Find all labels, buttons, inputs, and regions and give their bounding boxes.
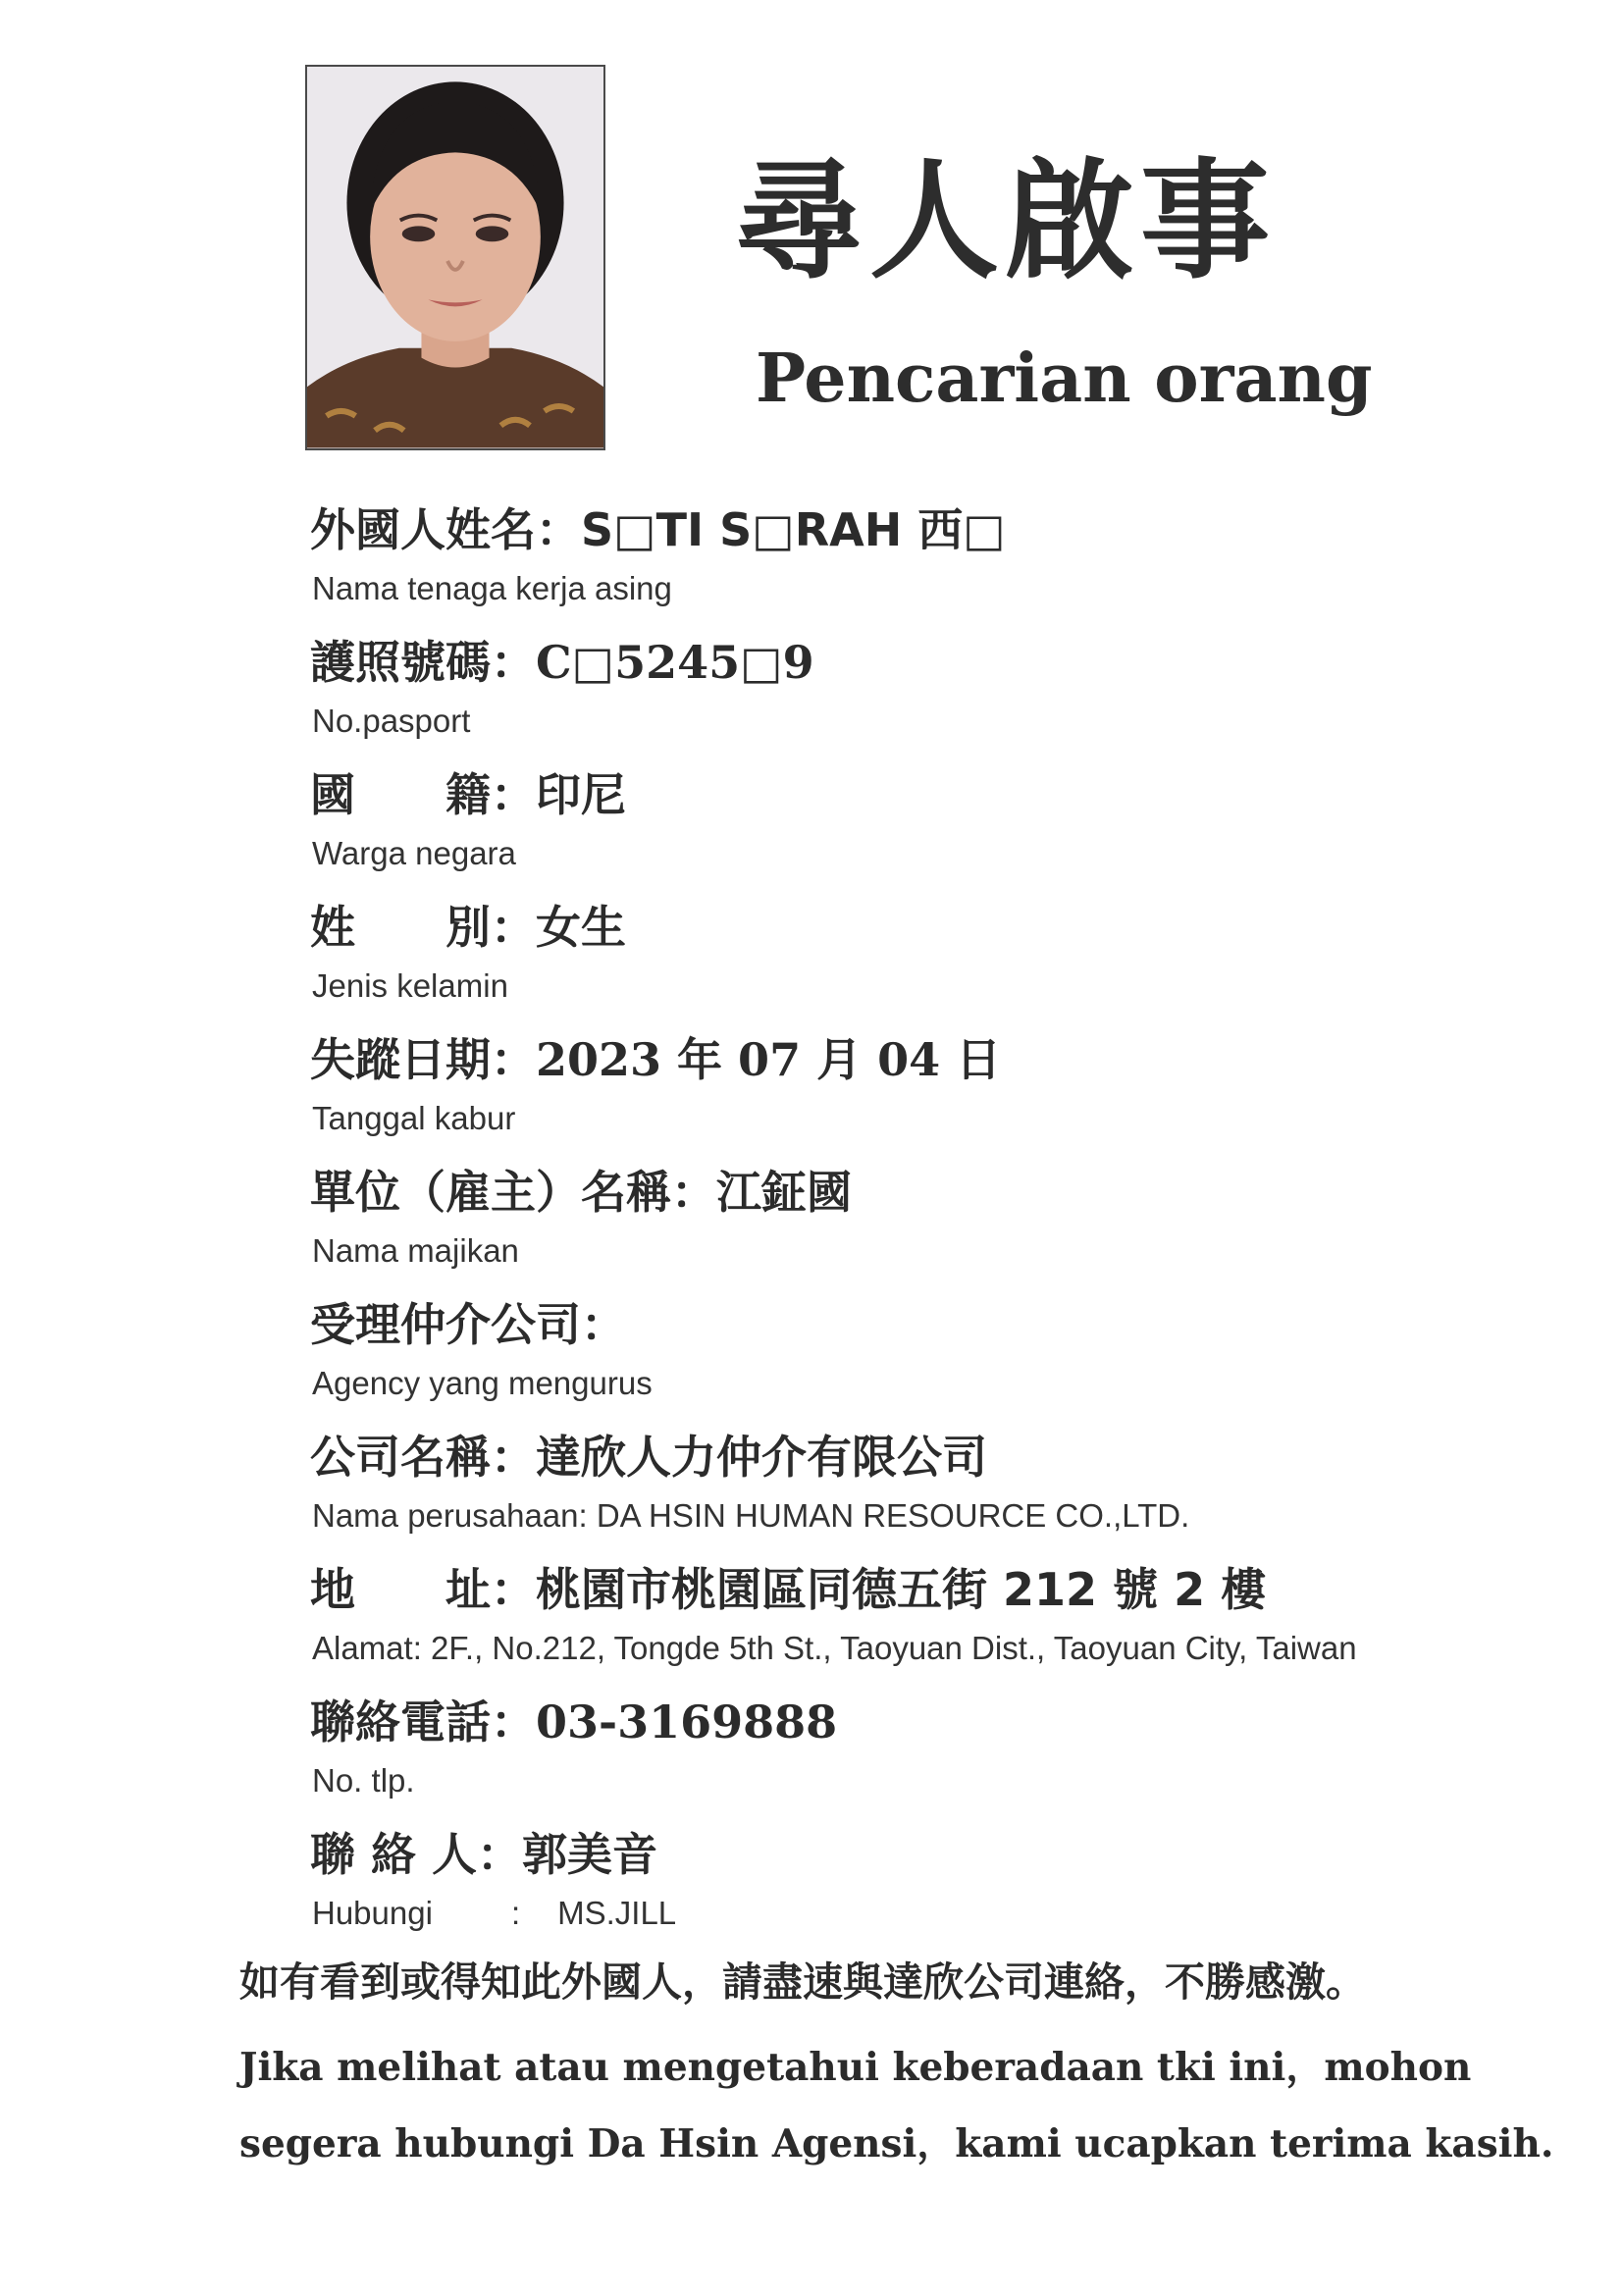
portrait-photo	[305, 65, 605, 450]
field-agency-sublabel: Agency yang mengurus	[312, 1365, 653, 1401]
field-contact-sub-colon: :	[510, 1895, 521, 1931]
field-company-value: 達欣人力仲介有限公司	[536, 1431, 987, 1484]
field-name	[310, 496, 1586, 628]
field-contact-sub-value: MS.JILL	[557, 1895, 677, 1931]
field-gender-value: 女生	[536, 901, 626, 954]
field-employer-value: 江鉦國	[716, 1166, 852, 1219]
field-phone-sublabel: No. tlp.	[312, 1762, 415, 1799]
field-address-label: 地 址：	[310, 1563, 536, 1616]
field-contact-sublabel	[310, 1889, 1586, 1938]
field-nationality	[310, 760, 1586, 893]
field-passport-sublabel: No.pasport	[312, 703, 471, 739]
closing-message-chinese: 如有看到或得知此外國人，請盡速與達欣公司連絡，不勝感激。	[239, 1958, 1366, 2006]
field-contact-label: 聯 絡 人：	[310, 1828, 523, 1881]
field-name-sublabel: Nama tenaga kerja asing	[312, 570, 672, 606]
field-employer	[310, 1158, 1586, 1290]
page-title-chinese: 尋人啟事	[734, 146, 1276, 297]
field-nationality-label: 國 籍：	[310, 768, 536, 821]
field-agency	[310, 1290, 1586, 1423]
field-nationality-sublabel: Warga negara	[312, 835, 516, 871]
field-address	[310, 1555, 1586, 1688]
field-phone	[310, 1688, 1586, 1820]
info-fields	[310, 496, 1586, 1953]
field-company-sublabel: Nama perusahaan: DA HSIN HUMAN RESOURCE CO.,LTD.	[312, 1497, 1190, 1534]
field-gender-sublabel: Jenis kelamin	[312, 967, 508, 1004]
field-agency-label: 受理仲介公司：	[310, 1298, 626, 1351]
field-missing-date-value: 2023 年 07 月 04 日	[536, 1033, 1002, 1086]
field-name-label: 外國人姓名：	[310, 503, 581, 556]
field-gender-label: 姓 別：	[310, 901, 536, 954]
field-address-value: 桃園市桃園區同德五街 212 號 2 樓	[536, 1563, 1267, 1616]
field-gender	[310, 893, 1586, 1025]
field-contact	[310, 1820, 1586, 1953]
closing-message-indonesian: Jika melihat atau mengetahui keberadaan tki ini，mohon segera hubungi Da Hsin Agensi，kami ucapkan terima kasih.	[239, 2045, 1554, 2166]
field-phone-label: 聯絡電話：	[310, 1696, 536, 1748]
field-passport-value: C□5245□9	[536, 636, 814, 689]
field-employer-sublabel: Nama majikan	[312, 1232, 519, 1269]
closing-message	[239, 1953, 1594, 2182]
page-title-indonesian: Pencarian orang	[756, 339, 1373, 418]
field-name-value: S□TI S□RAH 西□	[581, 503, 1006, 556]
field-company-label: 公司名稱：	[310, 1431, 536, 1484]
field-missing-date	[310, 1025, 1586, 1158]
field-contact-value: 郭美音	[522, 1828, 658, 1881]
field-address-sublabel: Alamat: 2F., No.212, Tongde 5th St., Taoyuan Dist., Taoyuan City, Taiwan	[312, 1630, 1357, 1666]
field-missing-date-sublabel: Tanggal kabur	[312, 1100, 516, 1136]
field-passport-label: 護照號碼：	[310, 636, 536, 689]
field-phone-value: 03-3169888	[536, 1696, 838, 1748]
field-contact-sub-text: Hubungi	[312, 1895, 433, 1931]
field-missing-date-label: 失蹤日期：	[310, 1033, 536, 1086]
field-passport	[310, 628, 1586, 760]
field-company	[310, 1423, 1586, 1555]
portrait-icon	[307, 67, 603, 448]
field-nationality-value: 印尼	[536, 768, 626, 821]
field-employer-label: 單位（雇主）名稱：	[310, 1166, 716, 1219]
